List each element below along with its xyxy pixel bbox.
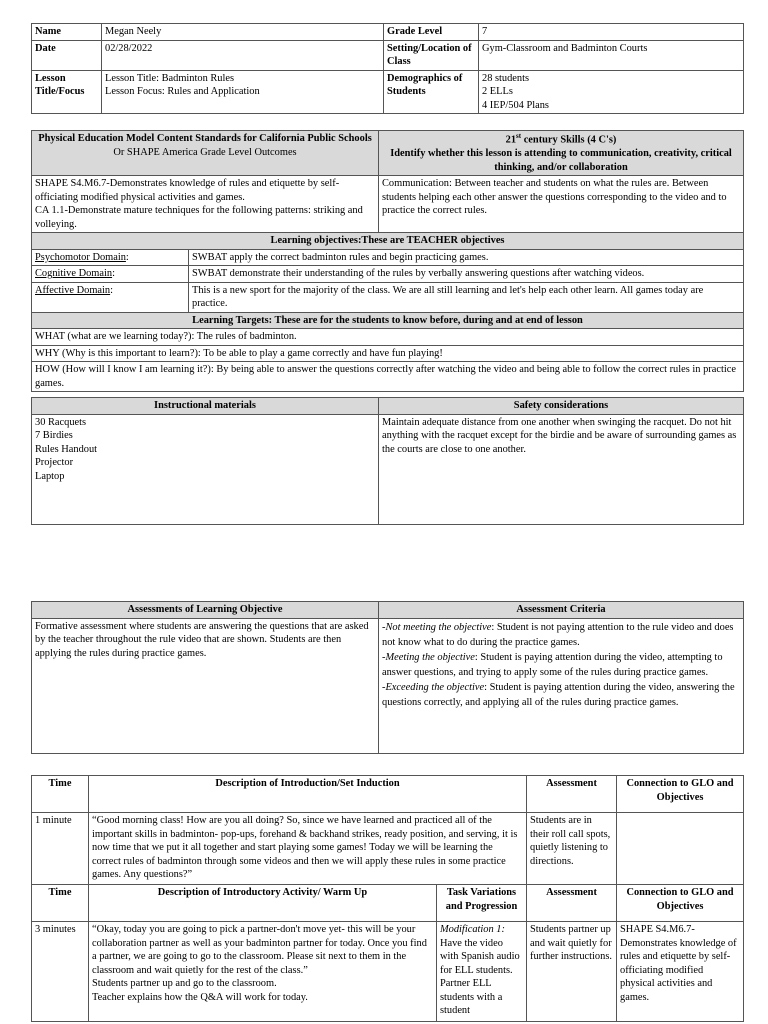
warmup-assess-header: Assessment: [527, 885, 617, 922]
standards-table: [31, 130, 744, 392]
warmup-time-header: Time: [32, 885, 89, 922]
intro-desc-header: Description of Introduction/Set Induction: [89, 776, 527, 813]
criteria-item: [382, 620, 740, 650]
intro-time: 1 minute: [32, 813, 89, 885]
grade-label: Grade Level: [384, 24, 479, 41]
warmup-step: Students partner up and go to the classroom.: [92, 978, 277, 990]
demographics-value: [479, 70, 744, 114]
warmup-desc-header: Description of Introductory Activity/ Warm Up: [89, 885, 437, 922]
safety-header: Safety considerations: [379, 398, 744, 415]
objective-label: Psychomotor Domain: [35, 251, 126, 263]
name-label: Name: [32, 24, 102, 41]
cognitive-label: [32, 266, 189, 283]
activity-table: [31, 775, 744, 1022]
modification-text: Have the video with Spanish audio for ELL students. Partner ELL students with a student: [440, 937, 520, 1017]
warmup-conn-header: Connection to GLO and Objectives: [617, 885, 744, 922]
objective-colon: :: [110, 284, 114, 296]
materials-list: [32, 414, 379, 524]
skills-header-sub: Identify whether this lesson is attending to communication, creativity, critical thinking, and/or collaboration: [390, 147, 732, 173]
criteria-item: [382, 650, 740, 680]
material-item: Rules Handout: [35, 443, 98, 455]
criteria-item: [382, 680, 740, 710]
warmup-step: Teacher explains how the Q&A will work for today.: [92, 991, 308, 1003]
material-item: 30 Racquets: [35, 416, 87, 428]
target-what: WHAT (what are we learning today?): The rules of badminton.: [32, 329, 744, 346]
date-label: Date: [32, 40, 102, 70]
criteria-header: Assessment Criteria: [379, 602, 744, 619]
intro-conn-header: Connection to GLO and Objectives: [617, 776, 744, 813]
material-item: Laptop: [35, 470, 65, 482]
cognitive-text: SWBAT demonstrate their understanding of the rules by verbally answering questions after watching videos.: [189, 266, 744, 283]
lesson-focus: Lesson Focus: Rules and Application: [105, 86, 260, 98]
lesson-title: Lesson Title: Badminton Rules: [105, 72, 235, 84]
intro-connection: [617, 813, 744, 885]
setting-label: Setting/Location of Class: [384, 40, 479, 70]
demographic-item: 28 students: [482, 72, 530, 84]
target-how: HOW (How will I know I am learning it?): By being able to answer the questions correctly after watching the video and being able to follow the correct rules in practice games.: [32, 362, 744, 392]
criteria-content: [379, 618, 744, 753]
criteria-text: : Student is not paying attention to the rule video and does not know what to do during the practice games.: [382, 621, 734, 648]
objective-label: Cognitive Domain: [35, 268, 113, 280]
psychomotor-text: SWBAT apply the correct badminton rules and begin practicing games.: [189, 249, 744, 266]
objectives-header: Learning objectives:These are TEACHER objectives: [32, 233, 744, 250]
material-item: Projector: [35, 457, 74, 469]
affective-label: [32, 282, 189, 312]
warmup-description: [89, 922, 437, 1022]
standards-header-title: Physical Education Model Content Standards for California Public Schools: [38, 133, 372, 144]
modification-label: Modification 1:: [440, 924, 505, 935]
skills-header-number: 21: [505, 134, 517, 146]
intro-assess-header: Assessment: [527, 776, 617, 813]
assessment-table: [31, 601, 744, 754]
skills-header-suffix: st: [516, 132, 522, 140]
grade-value: 7: [479, 24, 744, 41]
date-value: 02/28/2022: [102, 40, 384, 70]
skills-header: [379, 131, 744, 176]
standards-header: [32, 131, 379, 176]
assessment-text: Formative assessment where students are answering the questions that are asked by the teacher throughout the rule video that are shown. Students are then applying the rules during practice games.: [32, 618, 379, 753]
lesson-value: [102, 70, 384, 114]
name-value: Megan Neely: [102, 24, 384, 41]
warmup-connection: SHAPE S4.M6.7-Demonstrates knowledge of rules and etiquette by self-officiating modified physical activities and games.: [617, 922, 744, 1022]
objective-colon: :: [112, 268, 115, 280]
demographic-item: 4 IEP/504 Plans: [482, 99, 549, 111]
lesson-info-table: [31, 23, 744, 114]
standard-item: CA 1.1-Demonstrate mature techniques for the following patterns: striking and volleying.: [35, 205, 363, 230]
skills-header-title: century Skills (4 C's): [521, 134, 617, 146]
warmup-time: 3 minutes: [32, 922, 89, 1022]
warmup-task: [437, 922, 527, 1022]
warmup-quote: “Okay, today you are going to pick a partner-don't move yet- this will be your collaboration partner as well as your badminton partner for today. Once you find a partner, we are going to go to the classroom. Please sit next to them in the classroom and wait quietly for the rest of the class.”: [92, 924, 427, 976]
standard-item: SHAPE S4.M6.7-Demonstrates knowledge of rules and etiquette by self-officiating modified physical activities and games.: [35, 178, 340, 203]
lesson-label: Lesson Title/Focus: [32, 70, 102, 114]
objective-label: Affective Domain: [35, 284, 111, 296]
warmup-assessment: Students partner up and wait quietly for further instructions.: [527, 922, 617, 1022]
warmup-task-header: Task Variations and Progression: [437, 885, 527, 922]
setting-value: Gym-Classroom and Badminton Courts: [479, 40, 744, 70]
demographic-item: 2 ELLs: [482, 86, 513, 98]
standards-content: [32, 176, 379, 233]
intro-description: “Good morning class! How are you all doing? So, since we have learned and practiced all of the important skills in badminton- pop-ups, forehand & backhand strikes, ready position, and serving, it is now time that we put it all together and start playing some games! Today we will be learning the correct rules of badminton through some videos and then we will apply these rules in some practice games. Any questions?”: [89, 813, 527, 885]
skills-content: Communication: Between teacher and students on what the rules are. Between students helping each other answer the questions corresponding to the video and to practice the correct rules.: [379, 176, 744, 233]
criteria-text: : Student is paying attention during the video, attempting to answer questions, and trying to apply some of the rules during practice games.: [382, 651, 723, 678]
criteria-label: -Meeting the objective: [382, 651, 475, 663]
material-item: 7 Birdies: [35, 430, 73, 442]
objective-colon: :: [125, 251, 129, 263]
targets-header: Learning Targets: These are for the students to know before, during and at end of lesson: [32, 312, 744, 329]
intro-assessment: Students are in their roll call spots, quietly listening to directions.: [527, 813, 617, 885]
target-why: WHY (Why is this important to learn?): To be able to play a game correctly and have fun playing!: [32, 345, 744, 362]
criteria-text: : Student is paying attention during the video, answering the questions correctly, and applying all of the rules during practice games.: [382, 681, 735, 708]
assessment-header: Assessments of Learning Objective: [32, 602, 379, 619]
psychomotor-label: [32, 249, 189, 266]
materials-header: Instructional materials: [32, 398, 379, 415]
materials-table: [31, 397, 744, 525]
demographics-label: Demographics of Students: [384, 70, 479, 114]
standards-header-sub: Or SHAPE America Grade Level Outcomes: [113, 146, 297, 158]
safety-text: Maintain adequate distance from one another when swinging the racquet. Do not hit anything with the racquet except for the birdie and be aware of surrounding games as the courts are close to one another.: [379, 414, 744, 524]
intro-time-header: Time: [32, 776, 89, 813]
criteria-label: -Exceeding the objective: [382, 681, 485, 693]
criteria-label: -Not meeting the objective: [382, 621, 492, 633]
affective-text: This is a new sport for the majority of the class. We are all still learning and let's help each other learn. All games today are practice.: [189, 282, 744, 312]
